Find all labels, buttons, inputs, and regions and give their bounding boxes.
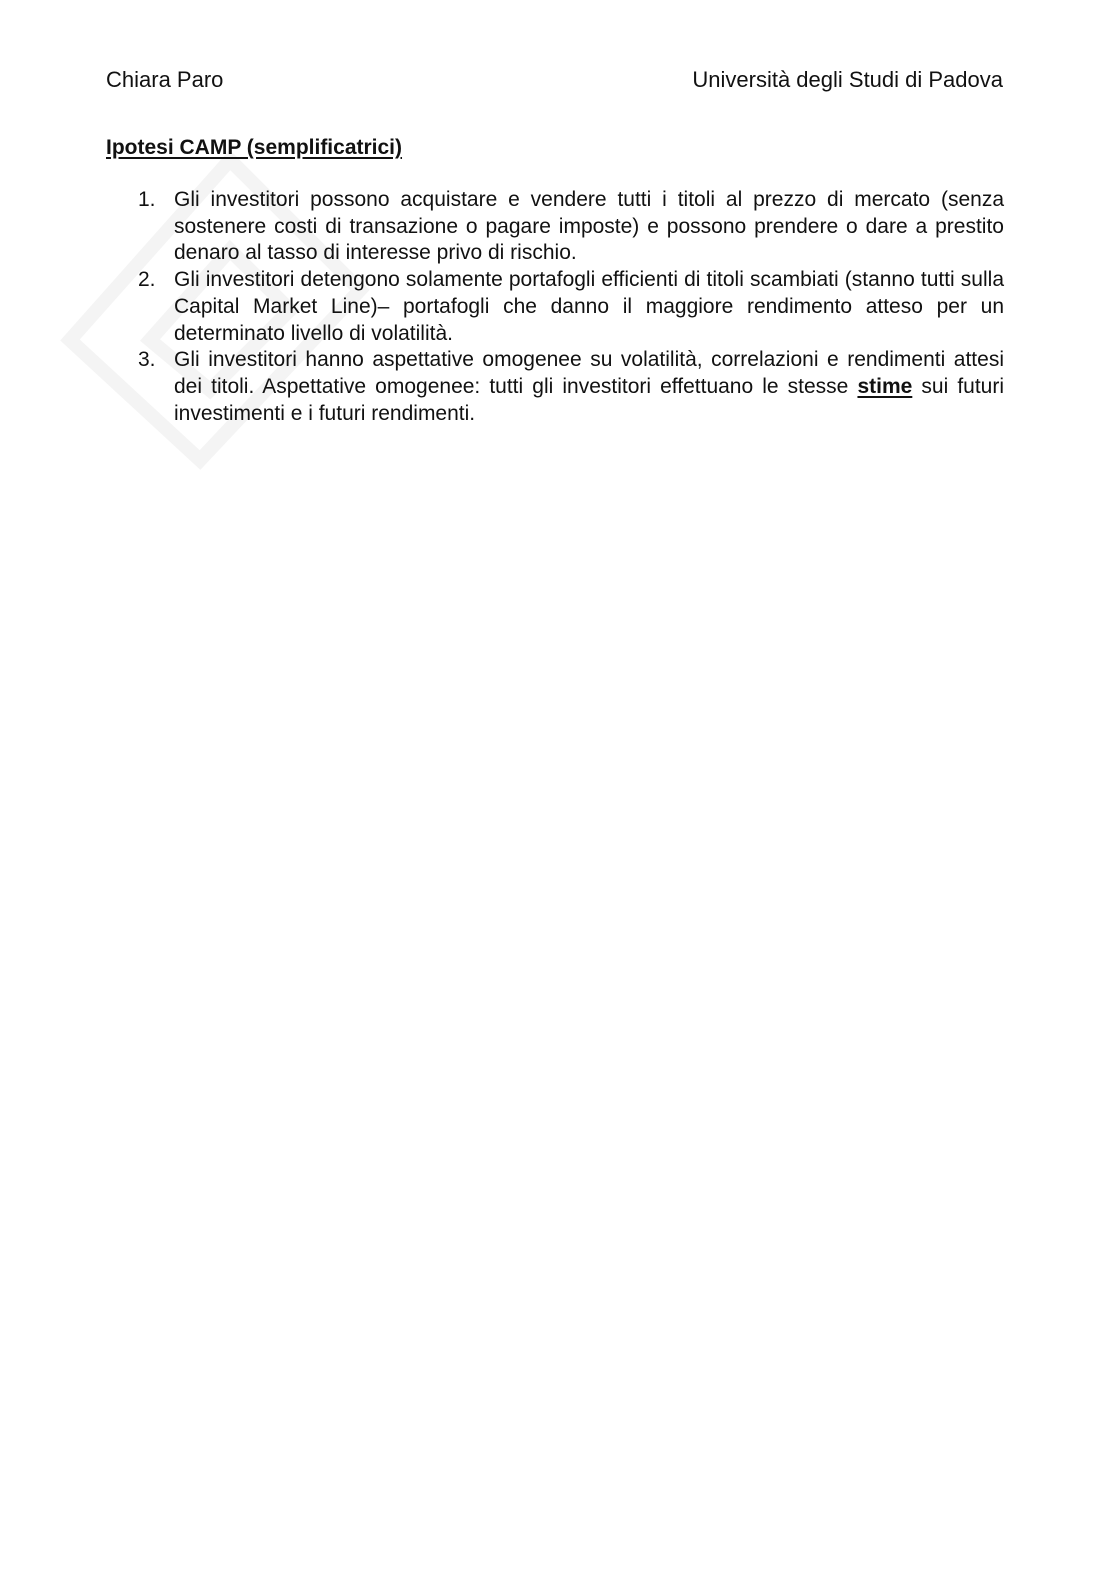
header-author: Chiara Paro <box>106 67 224 92</box>
assumptions-list <box>138 187 1005 427</box>
list-item-text: Gli investitori detengono solamente portafogli efficienti di titoli scambiati (stanno tutti sulla Capital Market Line)– portafogli che danno il maggiore rendimento atteso per un determinato livello di volatilità. <box>174 268 1004 345</box>
list-item-number: 2. <box>138 268 156 292</box>
list-item <box>138 347 1005 427</box>
list-item <box>138 187 1004 267</box>
list-item-number: 3. <box>138 348 156 372</box>
list-item-text: Gli investitori possono acquistare e vendere tutti i titoli al prezzo di mercato (senza sostenere costi di transazione o pagare imposte) e possono prendere o dare a prestito denaro al tasso di interesse privo di rischio. <box>174 188 1004 265</box>
list-item-number: 1. <box>138 188 156 211</box>
list-item <box>138 267 1004 347</box>
list-item-text-before: Gli investitori hanno aspettative omogenee su volatilità, correlazioni e rendimenti attesi dei titoli. Aspettative omogenee: tutti gli investitori effettuano le stesse <box>174 348 1004 398</box>
section-title: Ipotesi CAMP (semplificatrici) <box>106 136 403 159</box>
emphasized-word: stime <box>857 374 913 398</box>
header-institution: Università degli Studi di Padova <box>692 67 1003 92</box>
list-item-text-after: sui futuri investimenti e i futuri rendimenti. <box>174 374 1005 425</box>
